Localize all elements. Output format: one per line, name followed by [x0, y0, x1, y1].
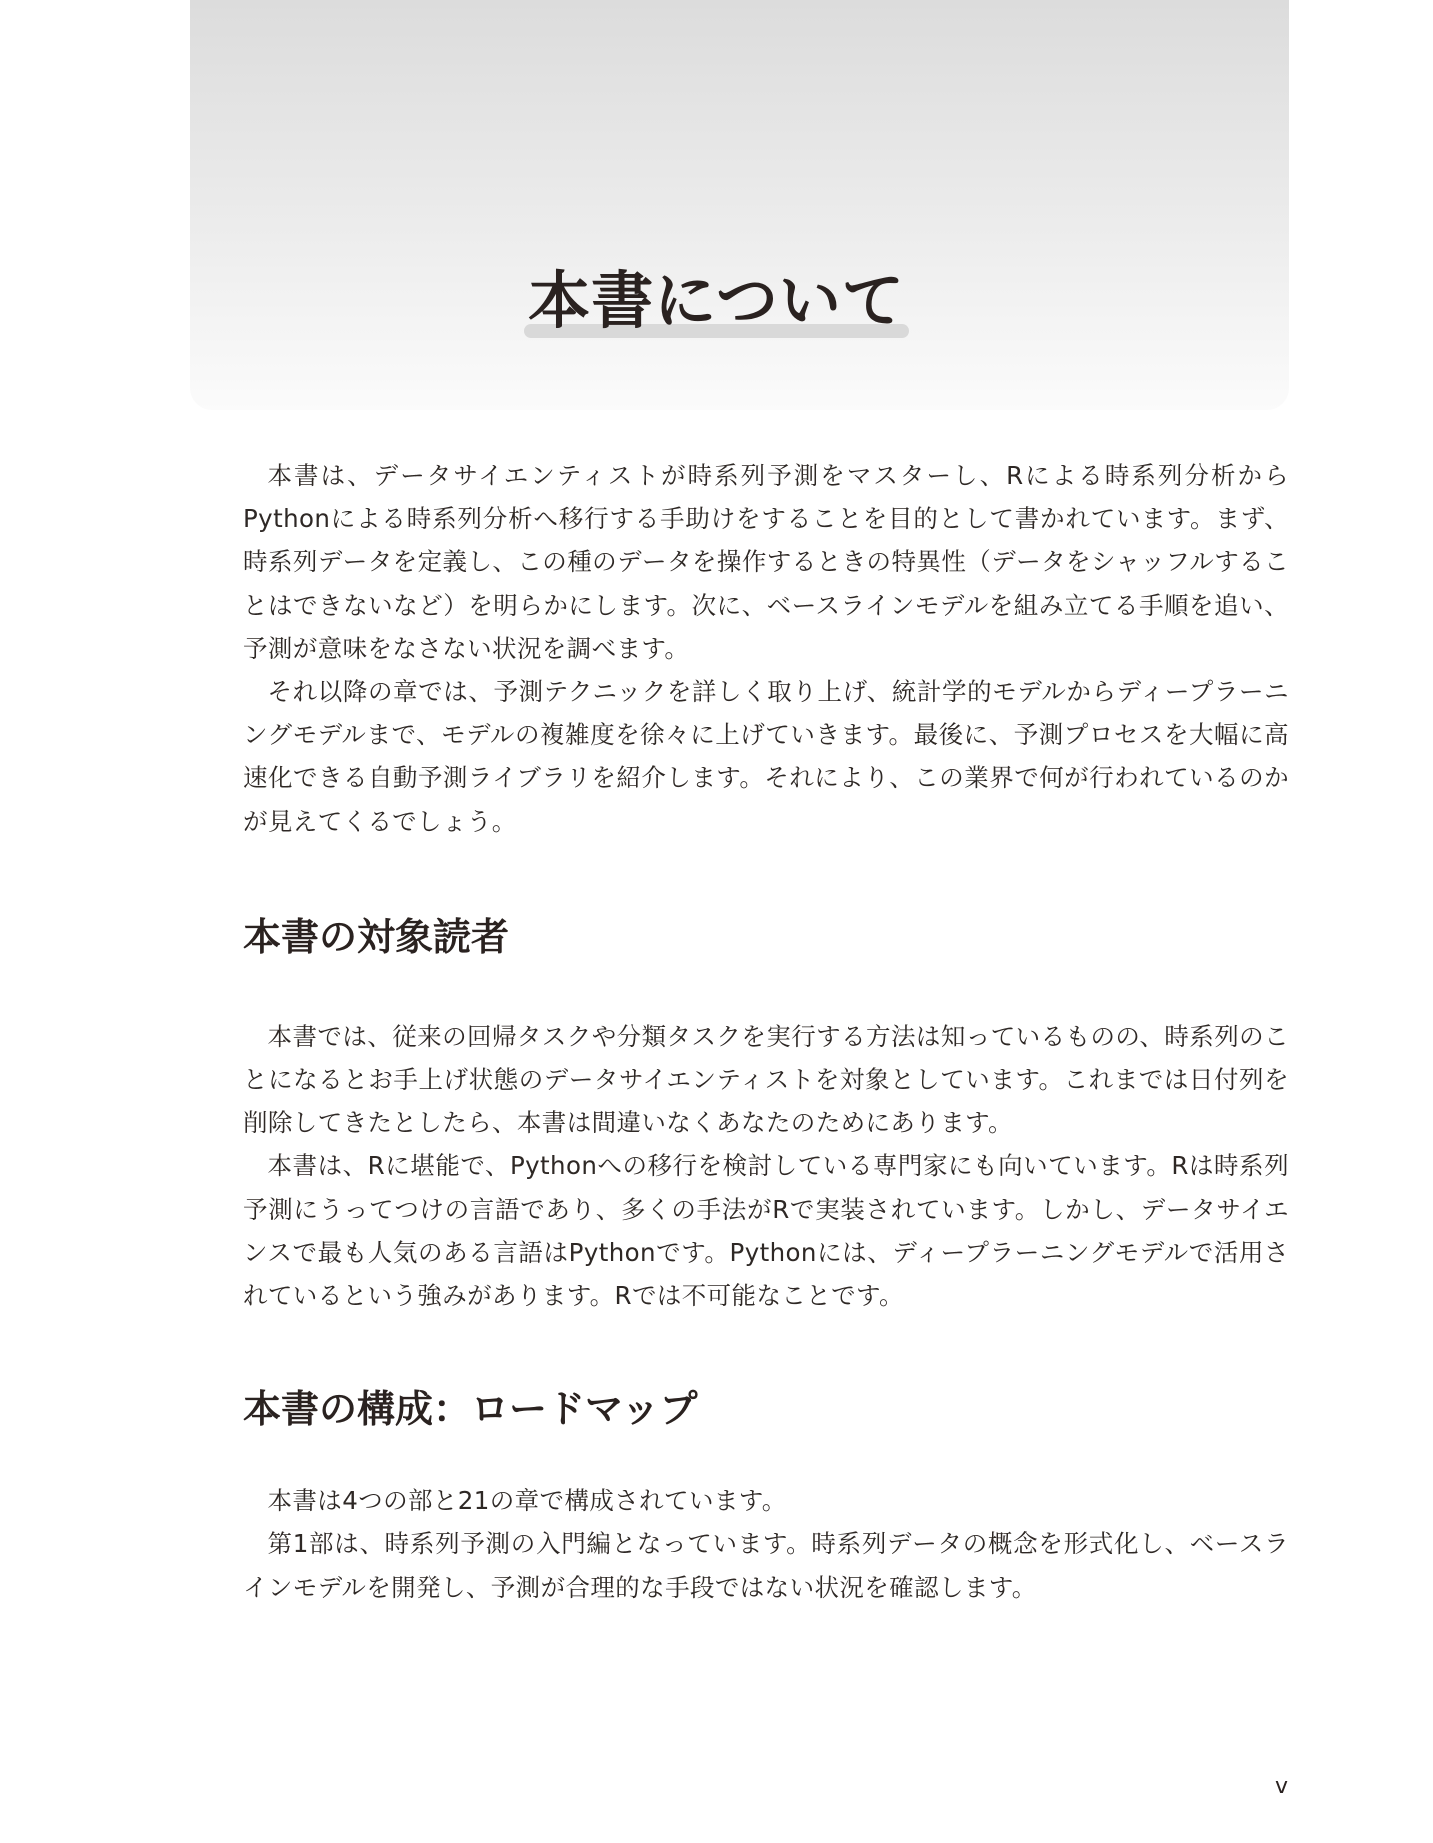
audience-paragraph-1: 本書では、従来の回帰タスクや分類タスクを実行する方法は知っているものの、時系列のことになるとお手上げ状態のデータサイエンティストを対象としています。これまでは日付列を削除してきたとしたら、本書は間違いなくあなたのためにあります。	[243, 1021, 1289, 1138]
title-container	[0, 262, 1433, 340]
section-heading-structure: 本書の構成：ロードマップ	[243, 1387, 698, 1432]
page-number: v	[1274, 1774, 1288, 1799]
intro-paragraph-2: それ以降の章では、予測テクニックを詳しく取り上げ、統計学的モデルからディープラーニングモデルまで、モデルの複雑度を徐々に上げていきます。最後に、予測プロセスを大幅に高速化できる自動予測ライブラリを紹介します。それにより、この業界で何が行われているのかが見えてくるでしょう。	[243, 677, 1289, 836]
title-banner	[190, 0, 1289, 410]
structure-paragraph-1: 本書は4つの部と21の章で構成されています。	[267, 1486, 787, 1516]
intro-paragraph-1: 本書は、データサイエンティストが時系列予測をマスターし、Rによる時系列分析からPythonによる時系列分析へ移行する手助けをすることを目的として書かれています。まず、時系列データを定義し、この種のデータを操作するときの特異性（データをシャッフルすることはできないなど）を明らかにします。次に、ベースラインモデルを組み立てる手順を追い、予測が意味をなさない状況を調べます。	[243, 461, 1289, 663]
main-content	[243, 454, 1289, 1609]
structure-paragraph-2: 第1部は、時系列予測の入門編となっています。時系列データの概念を形式化し、ベースラインモデルを開発し、予測が合理的な手段ではない状況を確認します。	[243, 1529, 1289, 1602]
page-title: 本書について	[524, 262, 909, 340]
audience-paragraph-2: 本書は、Rに堪能で、Pythonへの移行を検討している専門家にも向いています。Rは時系列予測にうってつけの言語であり、多くの手法がRで実装されています。しかし、データサイエンスで最も人気のある言語はPythonです。Pythonには、ディープラーニングモデルで活用されているという強みがあります。Rでは不可能なことです。	[243, 1151, 1289, 1311]
section-heading-audience: 本書の対象読者	[243, 914, 510, 959]
